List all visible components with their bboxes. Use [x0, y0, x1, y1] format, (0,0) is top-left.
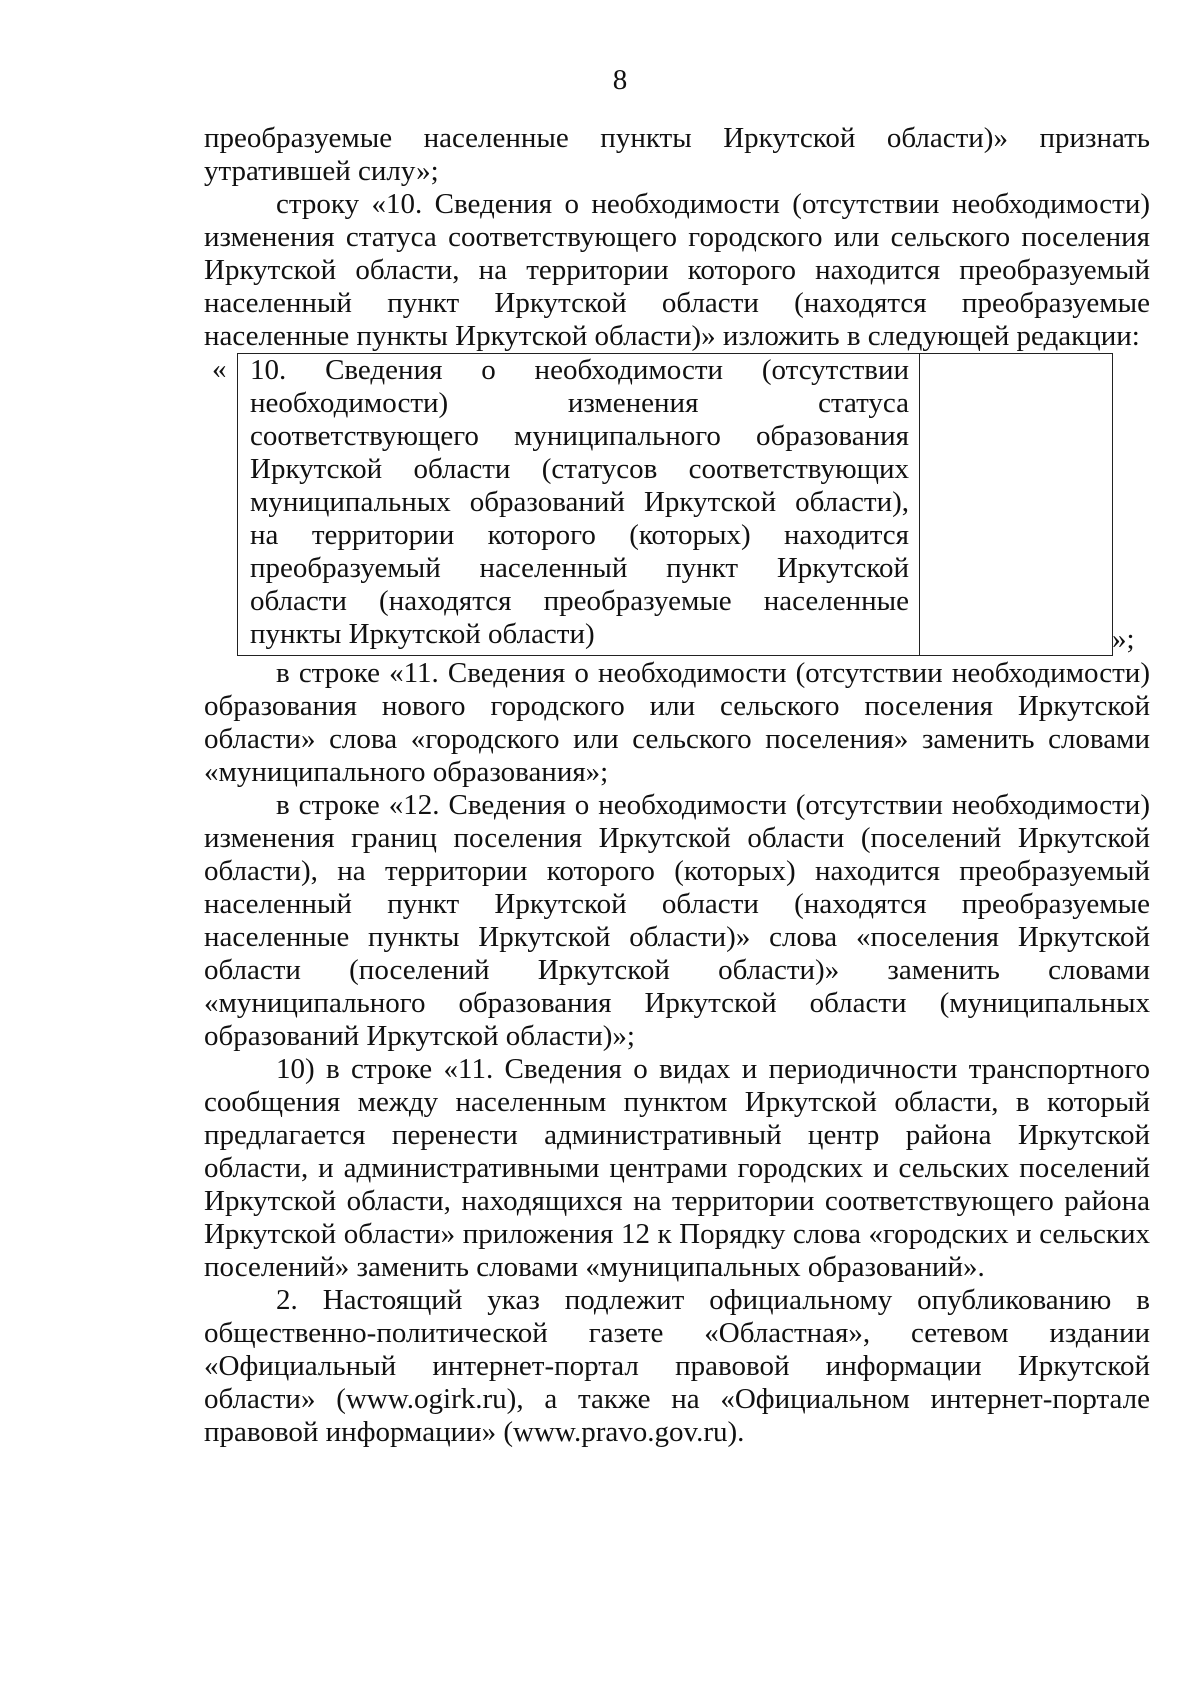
table-close-quote: »;: [1112, 623, 1135, 655]
paragraph-1: преобразуемые населенные пункты Иркутской области)» признать утратившей силу»;: [204, 122, 1150, 187]
table-cell-description: 10. Сведения о необходимости (отсутствии необходимости) изменения статуса соответствующего муниципального образования Иркутской области (статусов соответствующих муниципальных образований Иркутской области), на территории которого (которых) находится преобразуемый населенный пункт Иркутской области (находятся преобразуемые населенные пункты Иркутской области): [238, 354, 920, 655]
paragraph-5: 10) в строке «11. Сведения о видах и периодичности транспортного сообщения между населенным пунктом Иркутской области, в который предлагается перенести административный центр района Иркутской области, и административными центрами городских и сельских поселений Иркутской области, находящихся на территории соответствующего района Иркутской области» приложения 12 к Порядку слова «городских и сельских поселений» заменить словами «муниципальных образований».: [204, 1053, 1150, 1283]
paragraph-6: 2. Настоящий указ подлежит официальному опубликованию в общественно-политической газете «Областная», сетевом издании «Официальный интернет-портал правовой информации Иркутской области» (www.ogirk.ru), а также на «Официальном интернет-портале правовой информации» (www.pravo.gov.ru).: [204, 1284, 1150, 1448]
paragraph-2: строку «10. Сведения о необходимости (отсутствии необходимости) изменения статуса соответствующего городского или сельского поселения Иркутской области, на территории которого находится преобразуемый населенный пункт Иркутской области (находятся преобразуемые населенные пункты Иркутской области)» изложить в следующей редакции:: [204, 188, 1150, 352]
paragraph-4: в строке «12. Сведения о необходимости (отсутствии необходимости) изменения границ поселения Иркутской области (поселений Иркутской области), на территории которого (которых) находится преобразуемый населенный пункт Иркутской области (находятся преобразуемые населенные пункты Иркутской области)» слова «поселения Иркутской области (поселений Иркутской области)» заменить словами «муниципального образования Иркутской области (муниципальных образований Иркутской области)»;: [204, 789, 1150, 1052]
amendment-table-block: [204, 353, 1150, 657]
paragraph-3: в строке «11. Сведения о необходимости (отсутствии необходимости) образования нового городского или сельского поселения Иркутской области» слова «городского или сельского поселения» заменить словами «муниципального образования»;: [204, 657, 1150, 788]
page-number: 8: [612, 64, 628, 96]
table-cell-empty: [920, 354, 1112, 655]
document-body: [204, 122, 1150, 1449]
table-open-quote: «: [212, 353, 227, 385]
amendment-table: [237, 353, 1113, 656]
